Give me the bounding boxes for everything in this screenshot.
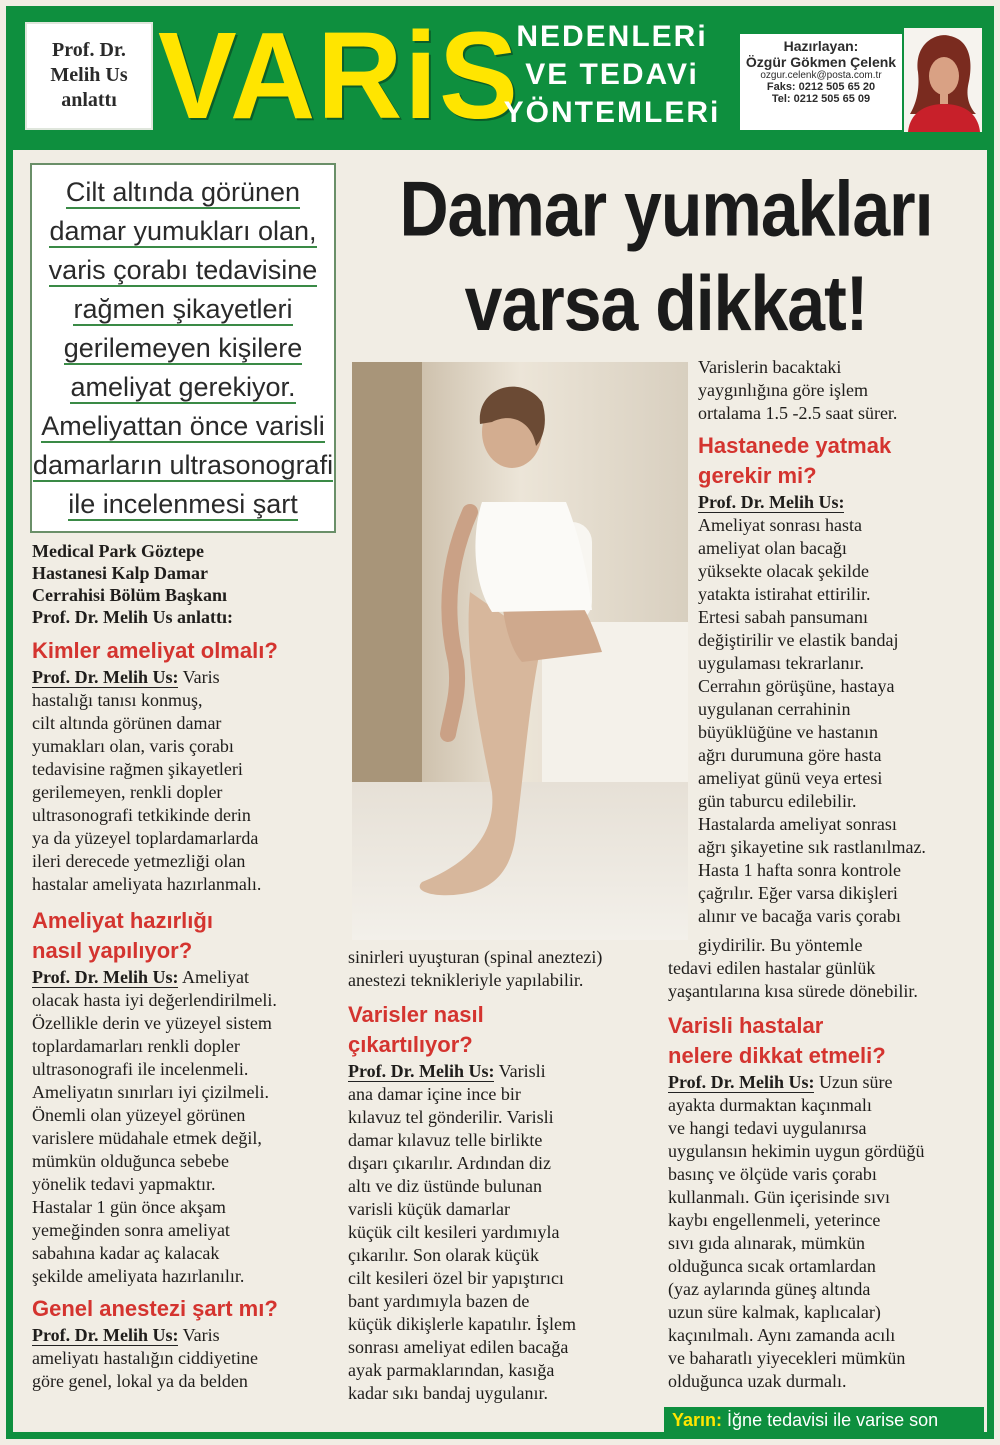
text-line: cilt altında görünen damar [32, 713, 222, 733]
text-line: dışarı çıkarılır. Ardından diz [348, 1153, 551, 1173]
text-line: Uzun süre [814, 1072, 893, 1092]
subheading [32, 906, 350, 966]
text-line: gerilemeyen, renkli dopler [32, 782, 223, 802]
text-line: değiştirilir ve elastik bandaj [698, 630, 899, 650]
text-line: Özellikle derin ve yüzeyel sistem [32, 1013, 272, 1033]
text-line: varislere müdahale etmek değil, [32, 1128, 262, 1148]
headline-line: Damar yumakları [399, 165, 933, 253]
column-right-bottom [668, 934, 988, 1393]
text-line: gün taburcu edilebilir. [698, 791, 857, 811]
prepared-label: Hazırlayan: [783, 38, 859, 54]
text-line: Ertesi sabah pansumanı [698, 607, 868, 627]
pull-line: damar yumukları olan, [49, 216, 317, 246]
text-line: yönelik tedavi yapmaktır. [32, 1174, 216, 1194]
author-line: Melih Us [50, 64, 128, 86]
text-line: ultrasonografi ile incelenmeli. [32, 1059, 249, 1079]
subheading-line: Hastanede yatmak [698, 433, 892, 458]
subheading-line: nasıl yapılıyor? [32, 938, 193, 963]
subheading-line: nelere dikkat etmeli? [668, 1043, 886, 1068]
text-line: Varis [178, 1325, 220, 1345]
text-line: Hastalar 1 gün önce akşam [32, 1197, 226, 1217]
subtitle-line: NEDENLERi [516, 20, 708, 53]
text-line: ameliyat olan bacağı [698, 538, 847, 558]
text-line: kullanmalı. Gün içerisinde sıvı [668, 1187, 890, 1207]
fax: Faks: 0212 505 65 20 [766, 81, 876, 93]
text-line: kılavuz tel gönderilir. Varisli [348, 1107, 554, 1127]
paragraph [668, 1071, 988, 1393]
text-line: şekilde ameliyata hazırlanılır. [32, 1266, 245, 1286]
headline-line: varsa dikkat! [464, 259, 868, 348]
pull-line: Cilt altında görünen [65, 177, 301, 207]
column-left [32, 540, 350, 1393]
text-line: (yaz aylarında güneş altında [668, 1279, 871, 1299]
text-line: uygulansın hekimin uygun gördüğü [668, 1141, 925, 1161]
text-line: mümkün olduğunca sebebe [32, 1151, 229, 1171]
text-line: Varis [178, 667, 220, 687]
text-line: hastalığı tanısı konmuş, [32, 690, 203, 710]
author-tag: Prof. Dr. Melih Us: [698, 492, 845, 512]
column-middle [348, 946, 658, 1405]
text-line: ağrı durumuna göre hasta [698, 745, 882, 765]
text-line: giydirilir. Bu yöntemle [698, 935, 863, 955]
next-issue-banner [664, 1407, 984, 1433]
text-line: bant yardımıyla bazen de [348, 1291, 530, 1311]
text-line: Ameliyat sonrası hasta [698, 515, 862, 535]
intro-line: Prof. Dr. Melih Us anlattı: [32, 607, 233, 627]
text-line: Ameliyat [178, 967, 249, 987]
intro-line: Hastanesi Kalp Damar [32, 563, 209, 583]
subheading [668, 1011, 988, 1071]
author-line: Prof. Dr. [52, 39, 126, 61]
text-line: ameliyat günü veya ertesi [698, 768, 883, 788]
text-line: ortalama 1.5 -2.5 saat sürer. [698, 403, 898, 423]
author-tag: Prof. Dr. Melih Us: [32, 1325, 179, 1345]
text-line: damar kılavuz telle birlikte [348, 1130, 543, 1150]
text-line: sabahına kadar aç kalacak [32, 1243, 220, 1263]
subtitle-line: VE TEDAVi [525, 58, 699, 91]
text-line: basınç ve ölçüde varis çorabı [668, 1164, 877, 1184]
text-line: cilt kesileri özel bir yapıştırıcı [348, 1268, 564, 1288]
pull-line: ile incelenmesi şart [68, 489, 298, 519]
byline-box [740, 34, 902, 130]
subheading [348, 1000, 658, 1060]
text-line: hastalar ameliyata hazırlanmalı. [32, 874, 262, 894]
subheading-line: Ameliyat hazırlığı [32, 908, 213, 933]
text-line: sıvı gıda alınarak, mümkün [668, 1233, 865, 1253]
text-line: Varisli [494, 1061, 546, 1081]
next-issue-label: Yarın: [672, 1410, 723, 1430]
column-right-top [698, 356, 988, 928]
text-line: Varislerin bacaktaki [698, 357, 842, 377]
text-line: ultrasonografi tetkikinde derin [32, 805, 251, 825]
text-line: yaygınlığına göre işlem [698, 380, 868, 400]
prepared-name: Özgür Gökmen Çelenk [745, 54, 897, 70]
text-line: Cerrahın görüşüne, hastaya [698, 676, 895, 696]
paragraph [32, 666, 350, 896]
author-tag: Prof. Dr. Melih Us: [348, 1061, 495, 1081]
text-line: sinirleri uyuşturan (spinal aneztezi) [348, 947, 603, 967]
text-line: yatakta istirahat ettirilir. [698, 584, 871, 604]
text-line: alınır ve bacağa varis çorabı [698, 906, 901, 926]
text-line: kaybı engellenmeli, yeterince [668, 1210, 881, 1230]
text-line: ayakta durmaktan kaçınmalı [668, 1095, 872, 1115]
pull-quote [30, 163, 336, 533]
subheading: Genel anestezi şart mı? [32, 1296, 278, 1321]
text-line: uygulaması tekrarlanır. [698, 653, 864, 673]
text-line: ileri derecede yetmezliği olan [32, 851, 246, 871]
author-tag: Prof. Dr. Melih Us: [668, 1072, 815, 1092]
headline [346, 162, 986, 351]
text-line: olduğunca sıcak ortamlardan [668, 1256, 876, 1276]
text-line: yaşantılarına kısa sürede dönebilir. [668, 981, 918, 1001]
text-line: Hastalarda ameliyat sonrası [698, 814, 897, 834]
text-line: yumakları olan, varis çorabı [32, 736, 234, 756]
text-line: ağrı şikayetine sık rastlanılmaz. [698, 837, 926, 857]
text-line: toplardamarları renkli dopler [32, 1036, 240, 1056]
text-line: ameliyatı hastalığın ciddiyetine [32, 1348, 258, 1368]
text-line: Hasta 1 hafta sonra kontrole [698, 860, 901, 880]
paragraph [348, 1060, 658, 1405]
text-line: uygulanan cerrahinin [698, 699, 851, 719]
section-subtitle [492, 18, 732, 132]
text-line: altı ve diz üstünde bulunan [348, 1176, 542, 1196]
pull-line: Ameliyattan önce varisli [41, 411, 325, 441]
text-line: çağrılır. Eğer varsa dikişleri [698, 883, 898, 903]
text-line: uzun süre kalmak, kaplıcalar) [668, 1302, 881, 1322]
text-line: varisli küçük damarlar [348, 1199, 510, 1219]
subheading [698, 431, 988, 491]
section-title: VARiS [158, 6, 520, 146]
subtitle-line: YÖNTEMLERi [503, 96, 721, 129]
text-line: kadar sıkı bandaj uygulanır. [348, 1383, 548, 1403]
text-line: sonrası ameliyat edilen bacağa [348, 1337, 569, 1357]
pull-line: ameliyat gerekiyor. [70, 372, 296, 402]
pull-line: damarların ultrasonografi [32, 450, 334, 480]
pull-line: gerilemeyen kişilere [63, 333, 303, 363]
text-line: çıkarılır. Son olarak küçük [348, 1245, 539, 1265]
text-line: küçük dikişlerle kapatılır. İşlem [348, 1314, 576, 1334]
pull-line: rağmen şikayetleri [73, 294, 293, 324]
subheading-line: Varisli hastalar [668, 1013, 824, 1038]
intro-line: Medical Park Göztepe [32, 541, 204, 561]
text-line: ana damar içine ince bir [348, 1084, 521, 1104]
paragraph [32, 1324, 350, 1393]
text-line: tedavisine rağmen şikayetleri [32, 759, 243, 779]
text-line: ya da yüzeyel toplardamarlarda [32, 828, 259, 848]
author-line: anlattı [61, 89, 117, 111]
intro-line: Cerrahisi Bölüm Başkanı [32, 585, 228, 605]
author-tag: Prof. Dr. Melih Us: [32, 667, 179, 687]
text-line: ayak parmaklarından, kasığa [348, 1360, 555, 1380]
author-box [25, 22, 153, 130]
subheading-line: gerekir mi? [698, 463, 817, 488]
woman-leg-photo [352, 362, 688, 940]
text-line: tedavi edilen hastalar günlük [668, 958, 876, 978]
author-tag: Prof. Dr. Melih Us: [32, 967, 179, 987]
paragraph [32, 966, 350, 1288]
text-line: yemeğinden sonra ameliyat [32, 1220, 230, 1240]
intro [32, 540, 350, 628]
text-line: Ameliyatın sınırları iyi çizilmeli. [32, 1082, 269, 1102]
text-line: yüksekte olacak şekilde [698, 561, 869, 581]
author-photo [904, 28, 982, 132]
text-line: olacak hasta iyi değerlendirilmeli. [32, 990, 277, 1010]
text-line: olduğunca uzak durmalı. [668, 1371, 847, 1391]
text-line: anestezi teknikleriyle yapılabilir. [348, 970, 584, 990]
paragraph [698, 491, 988, 928]
tel: Tel: 0212 505 65 09 [771, 93, 871, 105]
pull-line: varis çorabı tedavisine [48, 255, 318, 285]
subheading: Kimler ameliyat olmalı? [32, 638, 278, 663]
subheading-line: çıkartılıyor? [348, 1032, 473, 1057]
email: ozgur.celenk@posta.com.tr [760, 70, 882, 81]
text-line: ve baharatlı yiyecekleri mümkün [668, 1348, 906, 1368]
text-line: büyüklüğüne ve hastanın [698, 722, 878, 742]
text-line: ve hangi tedavi uygulanırsa [668, 1118, 867, 1138]
text-line: küçük cilt kesileri yardımıyla [348, 1222, 560, 1242]
text-line: Önemli olan yüzeyel görünen [32, 1105, 246, 1125]
subheading-line: Varisler nasıl [348, 1002, 484, 1027]
text-line: kaçınılmalı. Aynı zamanda acılı [668, 1325, 896, 1345]
next-issue-text: İğne tedavisi ile varise son [727, 1410, 939, 1430]
text-line: göre genel, lokal ya da belden [32, 1371, 248, 1391]
